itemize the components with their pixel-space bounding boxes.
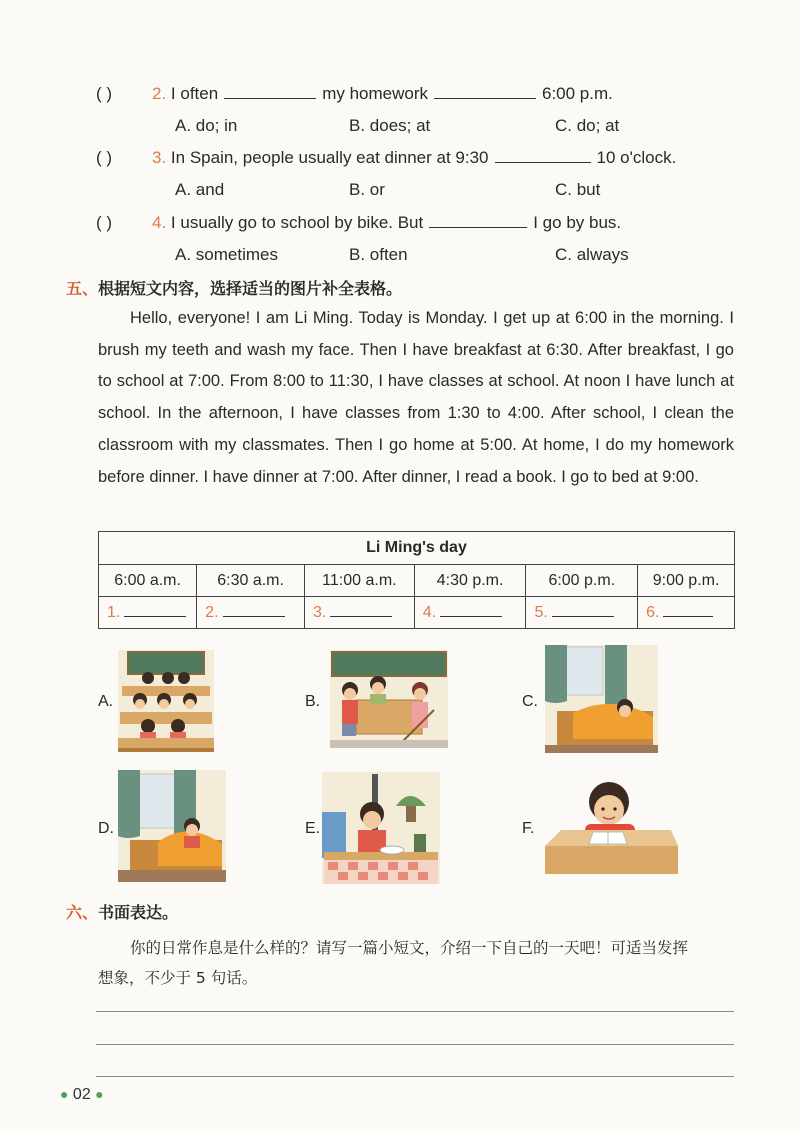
answer-cell[interactable] (305, 597, 415, 629)
section-title-text: 根据短文内容，选择适当的图片补全表格。 (98, 279, 403, 298)
question-text: my homework (322, 84, 428, 103)
answer-cell[interactable] (414, 597, 526, 629)
answer-blank[interactable] (552, 603, 614, 617)
question-4 (96, 213, 621, 233)
question-number: 2. (152, 84, 167, 103)
page-number (60, 1086, 104, 1104)
picture-label-e: E. (305, 820, 321, 837)
section-5-title (66, 276, 402, 299)
writing-prompt-line-1: 你的日常作息是什么样的？请写一篇小短文，介绍一下自己的一天吧！可适当发挥 (130, 939, 689, 957)
fill-blank[interactable] (429, 213, 527, 228)
page-dot-icon: ● (60, 1086, 69, 1102)
answer-number: 4. (422, 604, 437, 621)
table-title: Li Ming's day (99, 532, 735, 565)
picture-label-d: D. (98, 820, 114, 837)
question-number: 4. (152, 213, 167, 232)
question-text: In Spain, people usually eat dinner at 9:30 (170, 148, 489, 167)
picture-label-c: C. (522, 693, 538, 710)
li-ming-day-table (98, 531, 735, 629)
writing-line[interactable] (96, 1076, 734, 1077)
reading-passage (98, 303, 734, 493)
classroom-picture[interactable] (118, 650, 214, 752)
answer-number: 5. (534, 604, 548, 621)
answer-blank[interactable] (663, 603, 713, 617)
option-c[interactable]: C. do; at (555, 116, 620, 135)
answer-number: 2. (205, 604, 219, 621)
option-a[interactable]: A. sometimes (175, 245, 278, 264)
answer-cell[interactable] (99, 597, 197, 629)
answer-paren[interactable]: ( ) (96, 148, 113, 167)
fill-blank[interactable] (224, 84, 316, 99)
question-number: 3. (152, 148, 167, 167)
writing-prompt-line-2: 想象，不少于 5 句话。 (98, 969, 258, 987)
picture-label-b: B. (305, 693, 321, 710)
question-3 (96, 148, 676, 168)
question-text: I usually go to school by bike. But (170, 213, 424, 232)
answer-blank[interactable] (223, 603, 285, 617)
option-b[interactable]: B. or (349, 180, 385, 199)
answer-paren[interactable]: ( ) (96, 213, 113, 232)
picture-label-f: F. (522, 820, 535, 837)
question-text: 10 o'clock. (596, 148, 677, 167)
answer-blank[interactable] (330, 603, 392, 617)
answer-number: 1. (107, 604, 121, 621)
breakfast-picture[interactable] (322, 772, 440, 884)
passage-text: Hello, everyone! I am Li Ming. Today is Monday. I get up at 6:00 in the morning. I brush my teeth and wash my face. Then I have breakfast at 6:30. After breakfast, I go to school at 7:00. From 8:00 to 11:30, I have classes at school. At noon I have lunch at school. In the afternoon, I have classes from 1:30 to 4:00. After school, I clean the classroom with my classmates. Then I go home at 5:00. At home, I do my homework before dinner. I have dinner at 7:00. After dinner, I read a book. I go to bed at 9:00. (98, 309, 734, 486)
option-c[interactable]: C. always (555, 245, 629, 264)
question-text: I go by bus. (533, 213, 622, 232)
question-2 (96, 84, 613, 104)
section-number: 五、 (66, 279, 99, 298)
time-cell: 6:00 a.m. (99, 565, 197, 597)
answer-blank[interactable] (440, 603, 502, 617)
writing-line[interactable] (96, 1011, 734, 1012)
time-cell: 11:00 a.m. (305, 565, 415, 597)
option-a[interactable]: A. and (175, 180, 225, 199)
fill-blank[interactable] (434, 84, 536, 99)
time-cell: 9:00 p.m. (638, 565, 735, 597)
section-title-text: 书面表达。 (98, 903, 179, 922)
cleaning-picture[interactable] (330, 650, 448, 748)
answer-cell[interactable] (197, 597, 305, 629)
page-dot-icon: ● (95, 1086, 104, 1102)
homework-picture[interactable] (545, 772, 678, 876)
answer-number: 3. (313, 604, 327, 621)
answer-blank[interactable] (124, 603, 186, 617)
answer-cell[interactable] (638, 597, 735, 629)
question-text: 6:00 p.m. (542, 84, 613, 103)
picture-label-a: A. (98, 693, 114, 710)
option-c[interactable]: C. but (555, 180, 601, 199)
option-b[interactable]: B. does; at (349, 116, 431, 135)
section-6-title (66, 900, 178, 923)
waking-up-picture[interactable] (545, 645, 658, 753)
option-b[interactable]: B. often (349, 245, 408, 264)
time-cell: 6:30 a.m. (197, 565, 305, 597)
section-number: 六、 (66, 903, 99, 922)
answer-cell[interactable] (526, 597, 638, 629)
time-cell: 4:30 p.m. (414, 565, 526, 597)
time-cell: 6:00 p.m. (526, 565, 638, 597)
bed-picture[interactable] (118, 770, 226, 882)
writing-line[interactable] (96, 1044, 734, 1045)
question-text: I often (170, 84, 219, 103)
fill-blank[interactable] (495, 148, 591, 163)
answer-paren[interactable]: ( ) (96, 84, 113, 103)
option-a[interactable]: A. do; in (175, 116, 238, 135)
answer-number: 6. (646, 604, 660, 621)
page-number-text: 02 (72, 1086, 91, 1103)
